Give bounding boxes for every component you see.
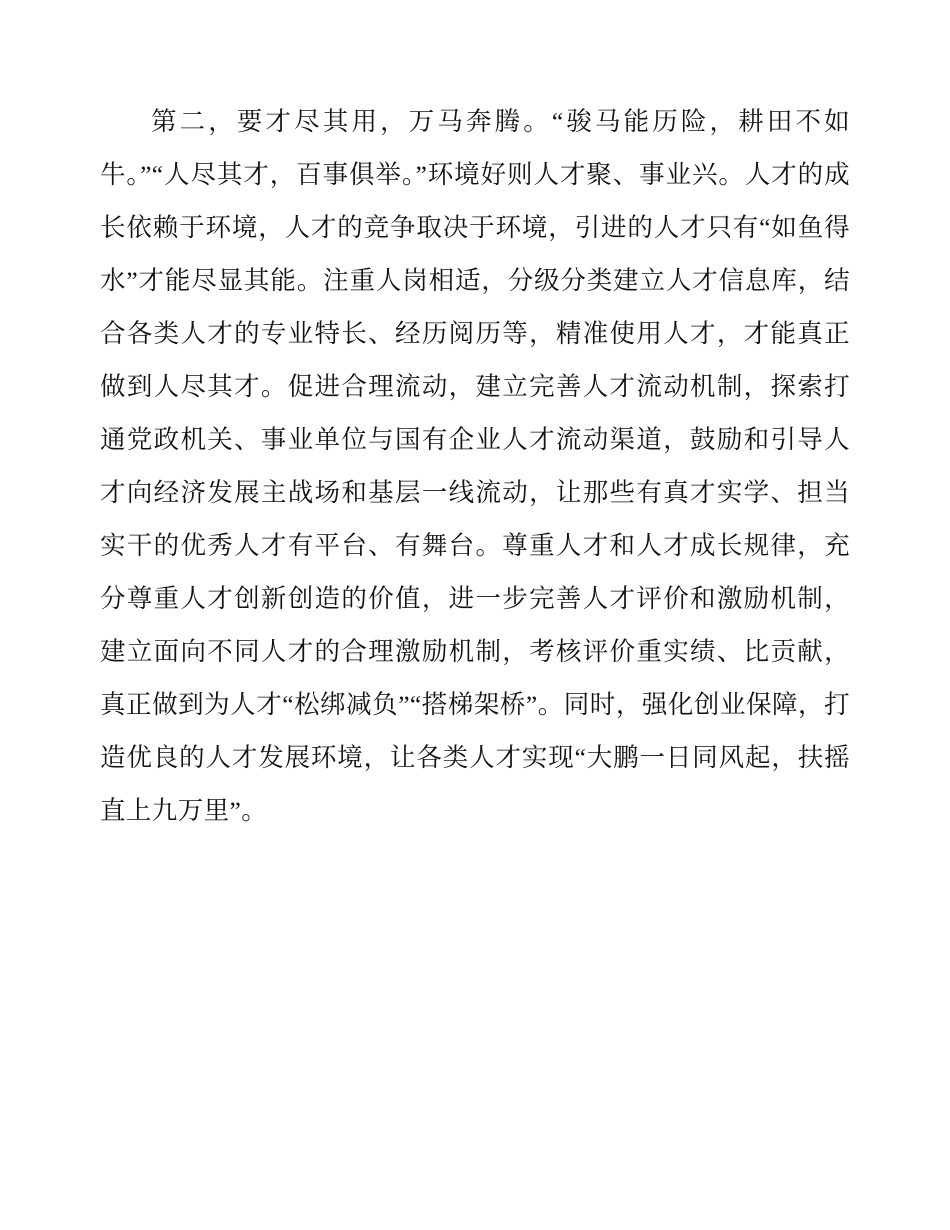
document-body <box>100 95 850 837</box>
paragraph-1: 第二，要才尽其用，万马奔腾。“骏马能历险，耕田不如牛。”“人尽其才，百事俱举。”环境好则人才聚、事业兴。人才的成长依赖于环境，人才的竞争取决于环境，引进的人才只有“如鱼得水”才能尽显其能。注重人岗相适，分级分类建立人才信息库，结合各类人才的专业特长、经历阅历等，精准使用人才，才能真正做到人尽其才。促进合理流动，建立完善人才流动机制，探索打通党政机关、事业单位与国有企业人才流动渠道，鼓励和引导人才向经济发展主战场和基层一线流动，让那些有真才实学、担当实干的优秀人才有平台、有舞台。尊重人才和人才成长规律，充分尊重人才创新创造的价值，进一步完善人才评价和激励机制，建立面向不同人才的合理激励机制，考核评价重实绩、比贡献，真正做到为人才“松绑减负”“搭梯架桥”。同时，强化创业保障，打造优良的人才发展环境，让各类人才实现“大鹏一日同风起，扶摇直上九万里”。 <box>100 107 850 825</box>
